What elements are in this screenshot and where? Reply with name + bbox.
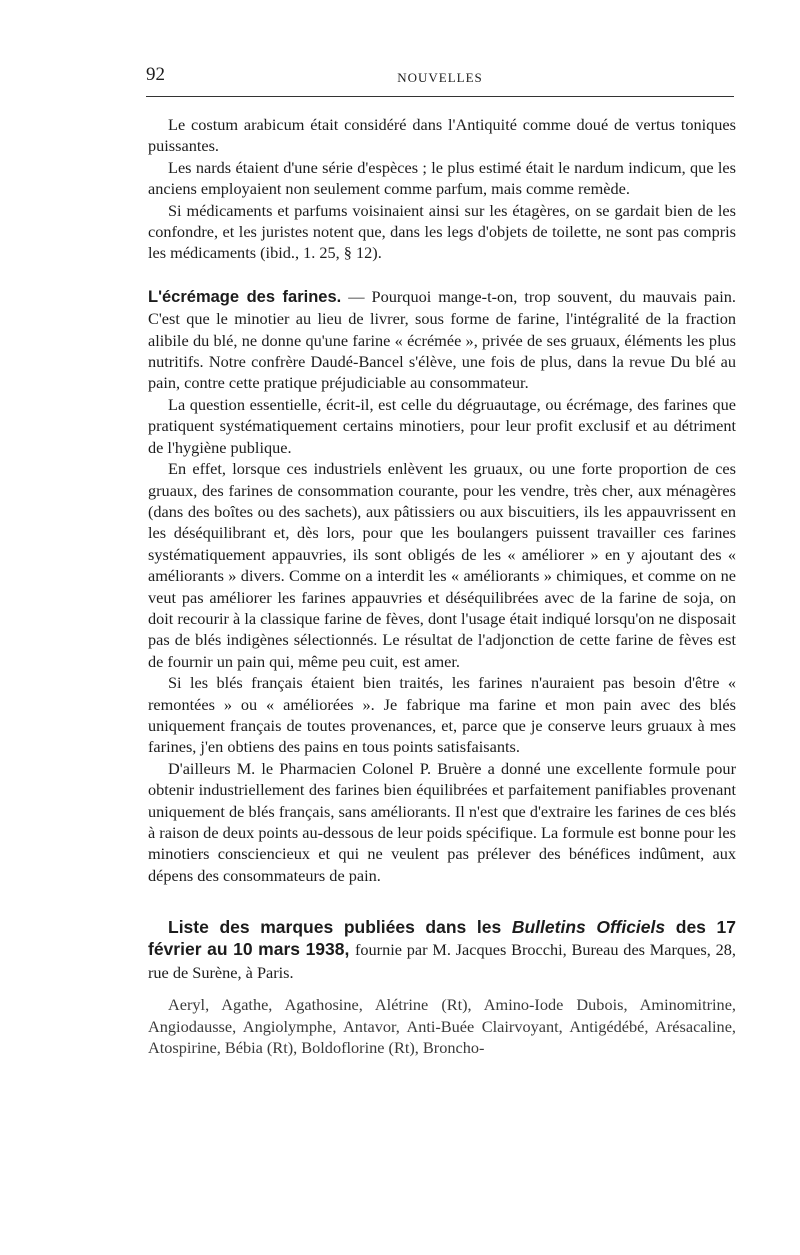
page-number: 92: [146, 64, 165, 85]
paragraph: Le costum arabicum était considéré dans l'Antiquité comme doué de vertus toniques puissantes.: [148, 115, 736, 156]
running-head: NOUVELLES: [397, 70, 483, 85]
paragraph-text: — Pourquoi mange-t-on, trop souvent, du mauvais pain. C'est que le minotier au lieu de livrer, sous forme de farine, l'intégralité de la fraction alibile du blé, ne donne qu'une farine « écrémée », privée de ses gruaux, éléments les plus nutritifs. Notre confrère Daudé-Bancel s'élève, une fois de plus, dans la revue Du blé au pain, contre cette pratique préjudiciable au consommateur.: [148, 286, 736, 393]
paragraph: La question essentielle, écrit-il, est celle du dégruautage, ou écrémage, des farines que pratiquent systématiquement certains minotiers, pour leur profit exclusif et au détriment de l'hygiène publique.: [148, 394, 736, 457]
brand-list: Aeryl, Agathe, Agathosine, Alétrine (Rt), Amino-Iode Dubois, Aminomitrine, Angiodausse, Angiolymphe, Antavor, Anti-Buée Clairvoyant, Antigédébé, Arésacaline, Atospirine, Bébia (Rt), Boldoflorine (Rt), Broncho-: [148, 995, 736, 1058]
list-heading-dates: des 17 février au 10 mars 1938,: [148, 917, 736, 960]
list-heading: [148, 916, 736, 984]
section-heading: L'écrémage des farines.: [148, 287, 342, 306]
paragraph: Les nards étaient d'une série d'espèces ; le plus estimé était le nardum indicum, que les anciens employaient non seulement comme parfum, mais comme remède.: [148, 157, 736, 199]
section-ecremage-intro: [148, 286, 736, 394]
paragraph: Si les blés français étaient bien traités, les farines n'auraient pas besoin d'être « remontées » ou « améliorées ». Je fabrique ma farine et mon pain avec des blés uniquement français de toutes provenances, et, parce que je conserve leurs gruaux à mes farines, j'en obtiens des pains en tous points satisfaisants.: [148, 673, 736, 757]
list-heading-source: fournie par M. Jacques Brocchi, Bureau des Marques, 28, rue de Surène, à Paris.: [148, 940, 736, 983]
paragraph: En effet, lorsque ces industriels enlèvent les gruaux, ou une forte proportion de ces gruaux, des farines de consommation courante, pour les vendre, très cher, aux ménagères (dans des boîtes ou des sachets), aux pâtissiers ou aux biscuitiers, ils les appauvrissent en les déséquilibrant et, dès lors, pour que les boulangers puissent travailler ces farines systématiquement appauvries, ils sont obligés de les « améliorer » en y ajoutant des « améliorants » divers. Comme on a interdit les « améliorants » chimiques, et comme on ne veut pas améliorer les farines appauvries et déséquilibrées avec de la farine de soja, on doit recourir à la classique farine de fèves, dont l'usage était indiqué lorsqu'on ne disposait pas de blés indigènes sélectionnés. Le résultat de l'adjonction de cette farine de fèves est de fournir un pain qui, même peu cuit, est amer.: [148, 459, 736, 671]
page-header: [146, 62, 734, 97]
paragraph: Si médicaments et parfums voisinaient ainsi sur les étagères, on se gardait bien de les confondre, et les juristes notent que, dans les legs d'objets de toilette, ne sont pas compris les médicaments (ibid., 1. 25, § 12).: [148, 200, 736, 263]
paragraph: D'ailleurs M. le Pharmacien Colonel P. Bruère a donné une excellente formule pour obtenir industriellement des farines bien équilibrées et parfaitement panifiables provenant uniquement de blés français, sans améliorants. Il n'est que d'extraire les farines de ces blés à raison de deux points au-dessous de leur poids spécifique. La formule est bonne pour les minotiers consciencieux et qui ne veulent pas prélever des bénéfices indûment, aux dépens des consommateurs de pain.: [148, 758, 736, 885]
list-heading-italic: Bulletins Officiels: [511, 917, 666, 938]
list-heading-text: Liste des marques publiées dans les: [168, 917, 502, 938]
page-body: [148, 114, 736, 1058]
